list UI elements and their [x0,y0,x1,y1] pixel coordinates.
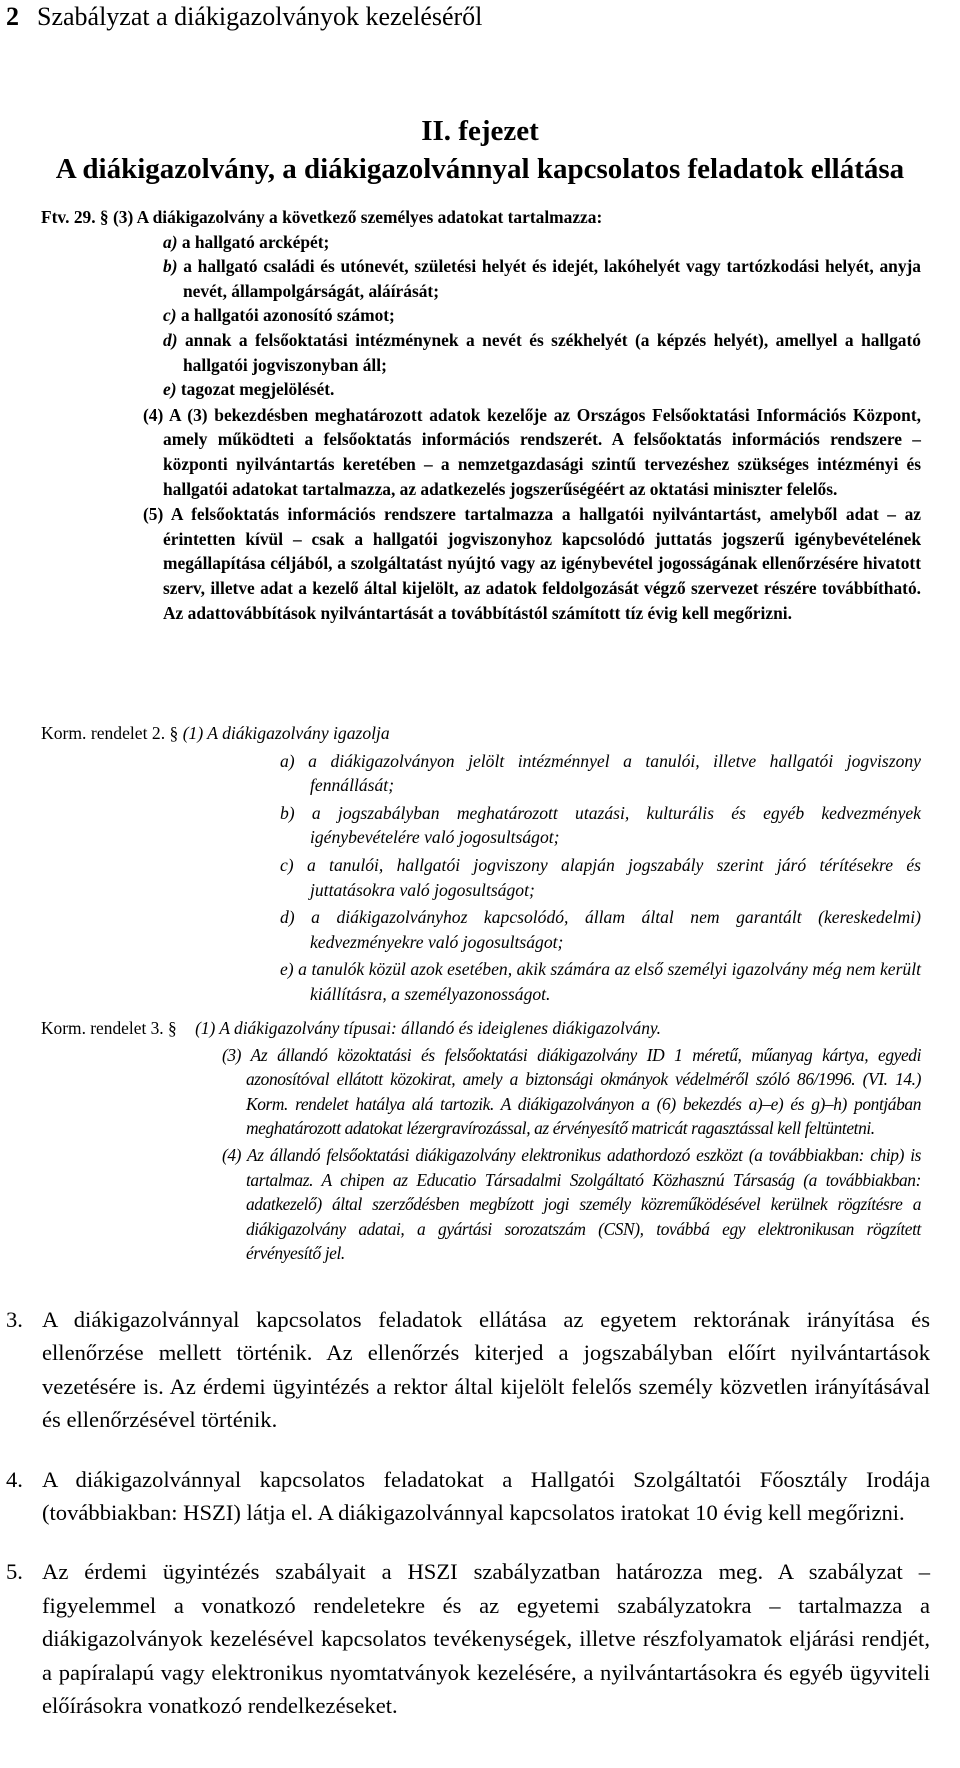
korm2-label: Korm. rendelet 2. § [41,723,183,743]
ftv-item-a [41,230,921,255]
korm2-item-a: a) a diákigazolványon jelölt intézménnyel a tanulói, illetve hallgatói jogviszony fennállását; [280,750,921,796]
ftv-paragraph-5: (5) A felsőoktatás információs rendszere tartalmazza a hallgatói nyilvántartást, amelyből adat – az érintetten kívül – csak a hallgatói jogviszonyhoz kapcsolódó juttatás jogszerű igénybevételének megállapítása céljából, a szolgáltatást nyújtó vagy az igénybevétel jogosságának ellenőrzésére hivatott szerv, illetve adat a kezelő által kijelölt, az adatok feldolgozását végző szervezet részére továbbítható. Az adattovábbítások nyilvántartását a továbbítástól számított tíz évig kell megőrizni. [143,504,921,623]
ftv-item-c [41,303,921,328]
item-text: annak a felsőoktatási intézménynek a nevét és székhelyét (a képzés helyét), amellyel a hallgató hallgatói jogviszonyban áll; [177,329,921,375]
item-letter: c) [163,305,177,326]
korm2-lead [41,721,921,746]
item-letter: e) [163,379,177,400]
point-3 [6,1303,930,1437]
point-number: 3. [6,1307,23,1332]
point-text: A diákigazolvánnyal kapcsolatos feladatokat a Hallgatói Szolgáltatói Főosztály Irodája (továbbiakban: HSZI) látja el. A diákigazolvánnyal kapcsolatos iratokat 10 évig kell megőrizni. [42,1466,930,1526]
korm3-paragraph-3: (3) Az állandó közoktatási és felsőoktatási diákigazolvány ID 1 méretű, műanyag kártya, egyedi azonosítóval ellátott közokirat, amely a biztonsági okmányok védelméről szóló 86/1996. (VI. 14.) Korm. rendelet hatálya alá tartozik. A diákigazolványon a (6) bekezdés a)–e) és g)–h) pontjában meghatározott adatokat lézergravírozással, az érvényesítő matricát ragasztással kell feltüntetni. [222,1044,921,1139]
item-letter: b) [163,256,178,277]
korm3-label: Korm. rendelet 3. § [41,1018,182,1038]
ftv-quote [41,205,921,625]
point-4 [6,1463,930,1530]
chapter-heading [0,112,960,188]
item-letter: a) [163,231,178,252]
korm3-lead-text: (1) A diákigazolvány típusai: állandó és ideiglenes diákigazolvány. [195,1018,661,1038]
korm-rendelet-3 [41,1016,921,1266]
ftv-paragraph-4: (4) A (3) bekezdésben meghatározott adatok kezelője az Országos Felsőoktatási Információs Központ, amely működteti a felsőoktatás információs rendszerét. A felsőoktatás információs rendszere – központi nyilvántartás keretében – a nemzetgazdasági szintű tervezéshez szükséges intézményi és hallgatói adatokat tartalmazza, az adatkezelés jogszerűségéért az oktatási miniszter felelős. [143,404,921,499]
item-text: a hallgató családi és utónevét, születési helyét és idejét, lakóhelyét vagy tartózkodási helyét, anyja nevét, állampolgárságát, aláírását; [177,256,921,301]
document-title: Szabályzat a diákigazolványok kezeléséről [37,2,483,31]
ftv-intro: Ftv. 29. § (3) A diákigazolvány a következő személyes adatokat tartalmazza: [41,207,603,227]
item-letter: d) [163,329,178,350]
point-number: 5. [6,1559,23,1585]
korm3-lead [41,1016,921,1041]
point-text: A diákigazolvánnyal kapcsolatos feladatok ellátása az egyetem rektorának irányítása és ellenőrzése mellett történik. Az ellenőrzés kiterjed a jogszabályban előírt nyilvántartások vezetésére is. Az érdemi ügyintézés a rektor által kijelölt felelős személy közvetlen irányításával és ellenőrzésével történik. [42,1307,930,1433]
point-number: 4. [6,1466,23,1492]
korm2-lead-text: (1) A diákigazolvány igazolja [182,723,390,743]
ftv-item-b [41,254,921,303]
ftv-item-e [41,377,921,402]
page-number: 2 [6,2,19,31]
korm3-paragraph-4: (4) Az állandó felsőoktatási diákigazolvány elektronikus adathordozó eszközt (a továbbiakban: chip) is tartalmaz. A chipen az Educatio Társadalmi Szolgáltató Közhasznú Társaság (a továbbiakban: adatkezelő) által szerződésben megbízott jogi személy közreműködésével kerülnek rögzítésre a diákigazolvány adatai, a gyártási sorozatszám (CSN), továbbá egy elektronikusan rögzített érvényesítő jel. [222,1144,921,1264]
item-text: a hallgatói azonosító számot; [176,305,395,326]
chapter-number: II. fejezet [421,115,539,147]
running-header [6,2,482,32]
numbered-points [6,1303,930,1748]
korm-rendelet-2 [41,721,921,1007]
point-5 [6,1555,930,1722]
korm2-item-d: d) a diákigazolványhoz kapcsolódó, állam által nem garantált (kereskedelmi) kedvezményekre való jogosultságot; [280,907,921,952]
point-text: Az érdemi ügyintézés szabályait a HSZI szabályzatban határozza meg. A szabályzat – figyelemmel a vonatkozó rendeletekre és az egyetemi szabályzatokra – tartalmazza a diákigazolványok kezelésével kapcsolatos tevékenységek, illetve részfolyamatok eljárási rendjét, a papíralapú vagy elektronikus nyomtatványok kezelésére, a nyilvántartásokra és egyéb ügyviteli előírásokra vonatkozó rendelkezéseket. [42,1559,930,1719]
item-text: a hallgató arcképét; [177,231,330,252]
korm2-item-c: c) a tanulói, hallgatói jogviszony alapján jogszabály szerint járó térítésekre és juttatásokra való jogosultságot; [280,854,921,900]
chapter-title: A diákigazolvány, a diákigazolvánnyal kapcsolatos feladatok ellátása [55,153,905,185]
item-text: tagozat megjelölését. [176,379,335,400]
korm2-item-e: e) a tanulók közül azok esetében, akik számára az első személyi igazolvány még nem került kiállításra, a személyazonosságot. [280,959,921,1004]
korm2-item-b: b) a jogszabályban meghatározott utazási, kulturális és egyéb kedvezmények igénybevételére való jogosultságot; [280,802,921,848]
ftv-item-d [41,328,921,377]
